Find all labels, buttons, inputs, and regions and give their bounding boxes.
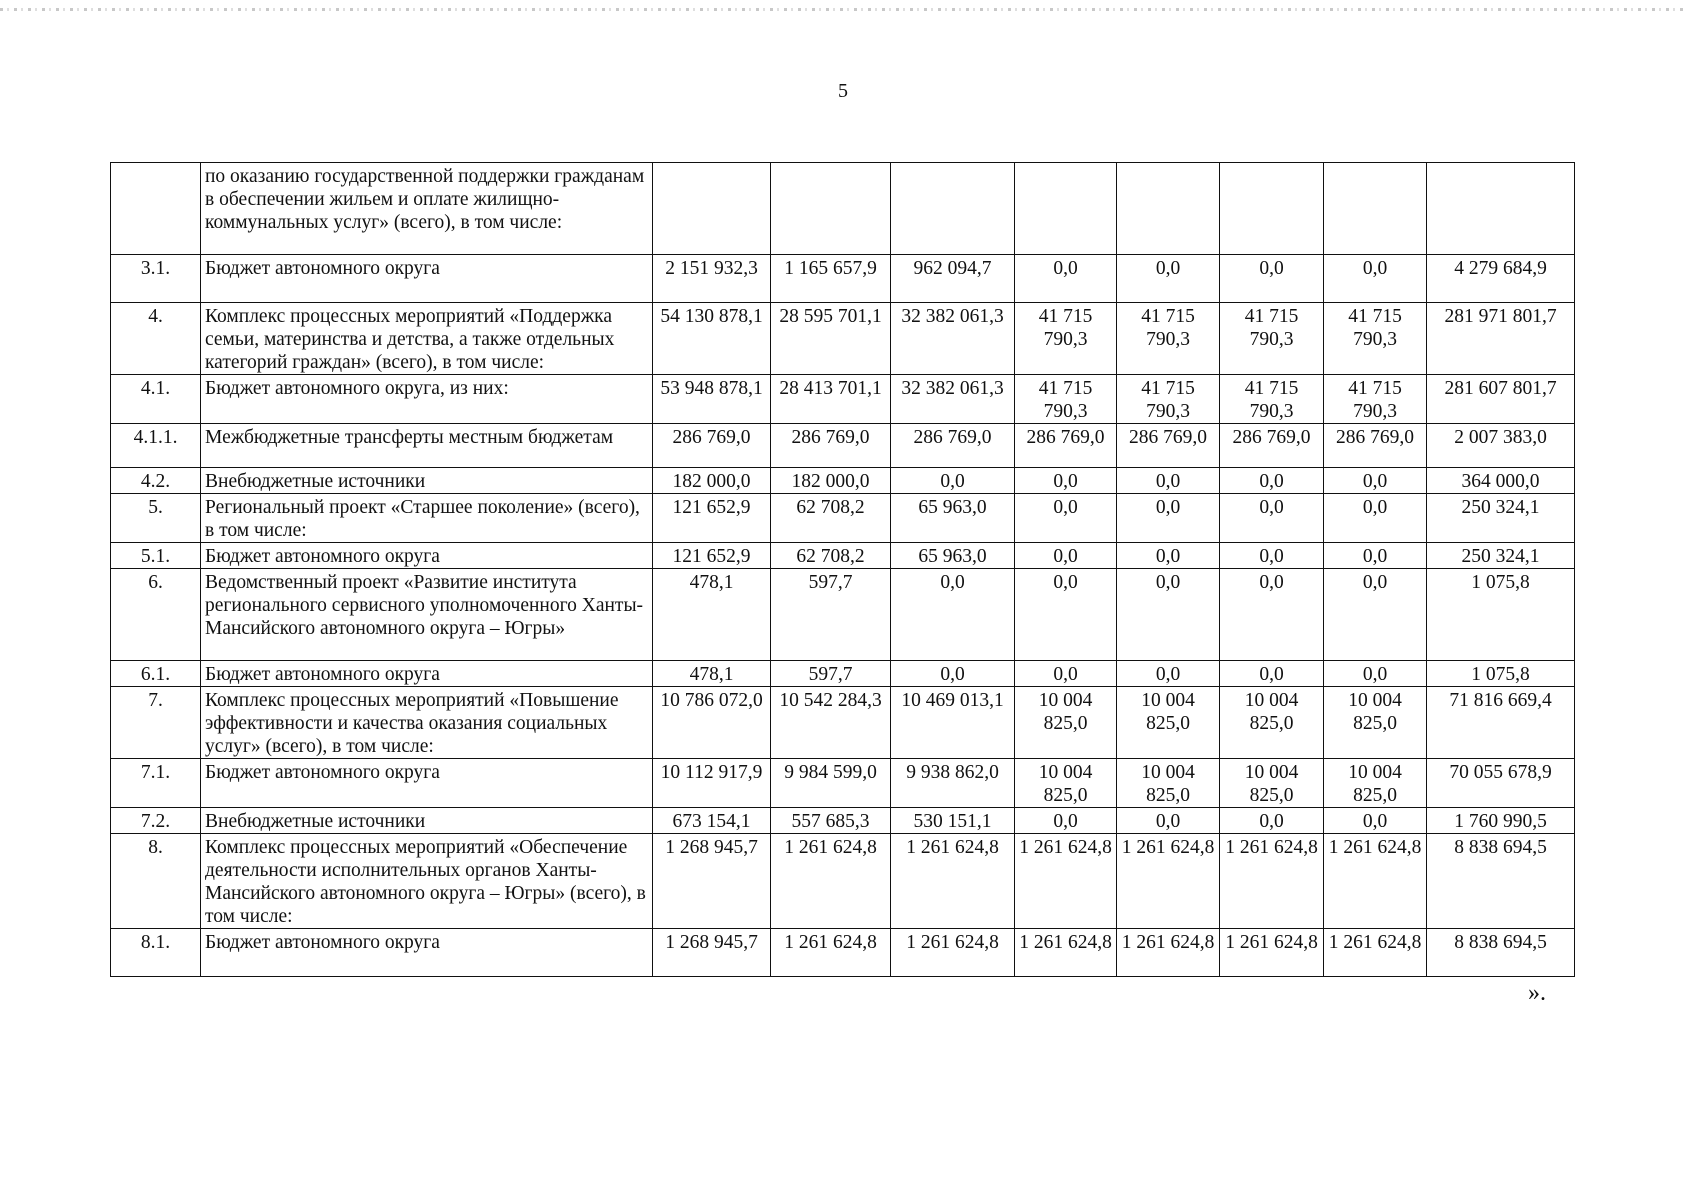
row-year-value: 1 261 624,8	[1015, 834, 1117, 929]
table-row	[111, 834, 1575, 929]
row-year-value: 0,0	[1324, 255, 1427, 303]
row-year-value: 182 000,0	[771, 468, 891, 494]
row-name: Бюджет автономного округа	[201, 661, 653, 687]
row-year-value: 41 715 790,3	[1015, 303, 1117, 375]
row-total-value: 2 007 383,0	[1427, 424, 1575, 468]
row-year-value: 0,0	[1117, 808, 1220, 834]
closing-quote-mark: ».	[1528, 980, 1546, 1006]
row-name: Комплекс процессных мероприятий «Обеспечение деятельности исполнительных органов Ханты-Мансийского автономного округа – Югры» (всего), в том числе:	[201, 834, 653, 929]
row-number: 7.2.	[111, 808, 201, 834]
row-year-value: 62 708,2	[771, 494, 891, 543]
table-row	[111, 543, 1575, 569]
row-total-value: 250 324,1	[1427, 543, 1575, 569]
row-year-value: 0,0	[1117, 661, 1220, 687]
row-year-value: 10 004 825,0	[1220, 687, 1324, 759]
row-number: 4.1.	[111, 375, 201, 424]
row-year-value: 0,0	[1324, 569, 1427, 661]
row-year-value: 0,0	[1015, 661, 1117, 687]
row-year-value: 286 769,0	[1220, 424, 1324, 468]
row-year-value: 0,0	[1324, 543, 1427, 569]
table-row	[111, 661, 1575, 687]
row-number: 5.	[111, 494, 201, 543]
row-total-value: 8 838 694,5	[1427, 929, 1575, 977]
row-year-value: 286 769,0	[1015, 424, 1117, 468]
row-year-value: 0,0	[1117, 255, 1220, 303]
table-row	[111, 163, 1575, 255]
row-total-value	[1427, 163, 1575, 255]
row-year-value: 1 261 624,8	[1324, 834, 1427, 929]
row-name: Комплекс процессных мероприятий «Повышение эффективности и качества оказания социальных услуг» (всего), в том числе:	[201, 687, 653, 759]
row-year-value: 1 261 624,8	[1324, 929, 1427, 977]
row-year-value: 0,0	[1220, 569, 1324, 661]
row-year-value: 2 151 932,3	[653, 255, 771, 303]
row-number: 5.1.	[111, 543, 201, 569]
row-name: Ведомственный проект «Развитие института регионального сервисного уполномоченного Ханты-Мансийского автономного округа – Югры»	[201, 569, 653, 661]
budget-table-body	[111, 163, 1575, 977]
row-year-value	[1015, 163, 1117, 255]
row-year-value: 10 004 825,0	[1117, 759, 1220, 808]
row-year-value: 0,0	[891, 661, 1015, 687]
row-total-value: 1 075,8	[1427, 569, 1575, 661]
table-row	[111, 687, 1575, 759]
row-year-value	[1117, 163, 1220, 255]
row-year-value: 10 542 284,3	[771, 687, 891, 759]
row-total-value: 70 055 678,9	[1427, 759, 1575, 808]
row-year-value: 41 715 790,3	[1220, 303, 1324, 375]
row-year-value: 0,0	[1015, 255, 1117, 303]
table-row	[111, 424, 1575, 468]
row-year-value: 1 268 945,7	[653, 834, 771, 929]
row-year-value: 0,0	[1324, 808, 1427, 834]
table-row	[111, 375, 1575, 424]
row-number: 4.1.1.	[111, 424, 201, 468]
row-year-value: 41 715 790,3	[1117, 303, 1220, 375]
row-year-value: 41 715 790,3	[1015, 375, 1117, 424]
row-name: Бюджет автономного округа	[201, 255, 653, 303]
row-year-value: 0,0	[1015, 468, 1117, 494]
table-row	[111, 468, 1575, 494]
row-year-value: 0,0	[891, 569, 1015, 661]
budget-table	[110, 162, 1575, 977]
row-number	[111, 163, 201, 255]
row-number: 8.	[111, 834, 201, 929]
row-year-value: 62 708,2	[771, 543, 891, 569]
row-year-value: 1 165 657,9	[771, 255, 891, 303]
row-name: Комплекс процессных мероприятий «Поддержка семьи, материнства и детства, а также отдельных категорий граждан» (всего), в том числе:	[201, 303, 653, 375]
row-year-value: 121 652,9	[653, 494, 771, 543]
row-year-value: 1 261 624,8	[891, 929, 1015, 977]
row-year-value: 286 769,0	[771, 424, 891, 468]
row-year-value: 962 094,7	[891, 255, 1015, 303]
row-year-value: 32 382 061,3	[891, 375, 1015, 424]
row-year-value: 1 261 624,8	[1220, 929, 1324, 977]
row-year-value: 478,1	[653, 661, 771, 687]
row-year-value: 0,0	[1117, 569, 1220, 661]
row-year-value: 28 595 701,1	[771, 303, 891, 375]
row-year-value: 65 963,0	[891, 494, 1015, 543]
row-year-value	[891, 163, 1015, 255]
row-year-value: 0,0	[1324, 494, 1427, 543]
row-year-value: 41 715 790,3	[1117, 375, 1220, 424]
row-year-value: 10 004 825,0	[1117, 687, 1220, 759]
row-year-value: 0,0	[1117, 494, 1220, 543]
row-year-value	[1220, 163, 1324, 255]
row-total-value: 4 279 684,9	[1427, 255, 1575, 303]
row-name: Бюджет автономного округа	[201, 929, 653, 977]
row-year-value: 1 261 624,8	[1117, 834, 1220, 929]
row-year-value: 0,0	[1220, 494, 1324, 543]
row-year-value	[771, 163, 891, 255]
row-total-value: 281 607 801,7	[1427, 375, 1575, 424]
row-year-value: 1 261 624,8	[1015, 929, 1117, 977]
row-number: 6.	[111, 569, 201, 661]
row-year-value: 557 685,3	[771, 808, 891, 834]
row-year-value: 28 413 701,1	[771, 375, 891, 424]
row-total-value: 1 075,8	[1427, 661, 1575, 687]
row-year-value: 0,0	[1015, 569, 1117, 661]
page-number: 5	[838, 80, 848, 102]
table-row	[111, 255, 1575, 303]
row-number: 4.2.	[111, 468, 201, 494]
row-year-value: 9 938 862,0	[891, 759, 1015, 808]
table-row	[111, 303, 1575, 375]
row-year-value: 286 769,0	[653, 424, 771, 468]
table-row	[111, 808, 1575, 834]
row-total-value: 281 971 801,7	[1427, 303, 1575, 375]
row-year-value: 10 004 825,0	[1015, 687, 1117, 759]
row-name: по оказанию государственной поддержки гражданам в обеспечении жильем и оплате жилищно-коммунальных услуг» (всего), в том числе:	[201, 163, 653, 255]
row-year-value: 10 469 013,1	[891, 687, 1015, 759]
row-name: Межбюджетные трансферты местным бюджетам	[201, 424, 653, 468]
row-number: 6.1.	[111, 661, 201, 687]
row-year-value: 530 151,1	[891, 808, 1015, 834]
row-year-value: 0,0	[1220, 543, 1324, 569]
row-year-value: 0,0	[1220, 468, 1324, 494]
row-year-value: 0,0	[1015, 494, 1117, 543]
row-year-value: 597,7	[771, 569, 891, 661]
row-name: Бюджет автономного округа	[201, 543, 653, 569]
row-year-value: 597,7	[771, 661, 891, 687]
row-total-value: 71 816 669,4	[1427, 687, 1575, 759]
row-year-value: 10 004 825,0	[1324, 759, 1427, 808]
row-year-value: 54 130 878,1	[653, 303, 771, 375]
row-year-value: 0,0	[1220, 661, 1324, 687]
row-year-value: 182 000,0	[653, 468, 771, 494]
row-year-value: 1 261 624,8	[1117, 929, 1220, 977]
row-year-value: 286 769,0	[891, 424, 1015, 468]
row-year-value: 0,0	[1015, 543, 1117, 569]
row-name: Внебюджетные источники	[201, 808, 653, 834]
row-year-value: 41 715 790,3	[1324, 375, 1427, 424]
row-number: 3.1.	[111, 255, 201, 303]
row-year-value: 9 984 599,0	[771, 759, 891, 808]
row-year-value: 0,0	[1015, 808, 1117, 834]
row-total-value: 1 760 990,5	[1427, 808, 1575, 834]
row-year-value: 286 769,0	[1117, 424, 1220, 468]
row-year-value: 10 004 825,0	[1015, 759, 1117, 808]
row-year-value: 53 948 878,1	[653, 375, 771, 424]
row-year-value: 0,0	[1117, 543, 1220, 569]
row-number: 8.1.	[111, 929, 201, 977]
row-name: Бюджет автономного округа	[201, 759, 653, 808]
row-year-value: 10 004 825,0	[1324, 687, 1427, 759]
row-year-value: 0,0	[1117, 468, 1220, 494]
row-year-value: 32 382 061,3	[891, 303, 1015, 375]
row-year-value: 1 261 624,8	[771, 834, 891, 929]
row-year-value	[653, 163, 771, 255]
scan-edge-artifact	[0, 8, 1686, 11]
row-year-value: 0,0	[1220, 808, 1324, 834]
row-name: Региональный проект «Старшее поколение» (всего), в том числе:	[201, 494, 653, 543]
row-year-value: 10 004 825,0	[1220, 759, 1324, 808]
row-year-value	[1324, 163, 1427, 255]
row-year-value: 0,0	[1324, 468, 1427, 494]
row-year-value: 10 112 917,9	[653, 759, 771, 808]
row-year-value: 121 652,9	[653, 543, 771, 569]
row-number: 7.1.	[111, 759, 201, 808]
row-year-value: 1 261 624,8	[891, 834, 1015, 929]
row-total-value: 250 324,1	[1427, 494, 1575, 543]
row-total-value: 8 838 694,5	[1427, 834, 1575, 929]
row-year-value: 41 715 790,3	[1324, 303, 1427, 375]
row-name: Бюджет автономного округа, из них:	[201, 375, 653, 424]
row-year-value: 65 963,0	[891, 543, 1015, 569]
table-row	[111, 494, 1575, 543]
row-year-value: 1 261 624,8	[1220, 834, 1324, 929]
row-year-value: 10 786 072,0	[653, 687, 771, 759]
table-row	[111, 759, 1575, 808]
row-number: 4.	[111, 303, 201, 375]
table-row	[111, 569, 1575, 661]
table-row	[111, 929, 1575, 977]
row-year-value: 673 154,1	[653, 808, 771, 834]
row-total-value: 364 000,0	[1427, 468, 1575, 494]
row-year-value: 0,0	[1324, 661, 1427, 687]
row-year-value: 286 769,0	[1324, 424, 1427, 468]
row-number: 7.	[111, 687, 201, 759]
row-year-value: 478,1	[653, 569, 771, 661]
row-year-value: 0,0	[1220, 255, 1324, 303]
row-year-value: 0,0	[891, 468, 1015, 494]
row-name: Внебюджетные источники	[201, 468, 653, 494]
row-year-value: 1 268 945,7	[653, 929, 771, 977]
row-year-value: 1 261 624,8	[771, 929, 891, 977]
row-year-value: 41 715 790,3	[1220, 375, 1324, 424]
